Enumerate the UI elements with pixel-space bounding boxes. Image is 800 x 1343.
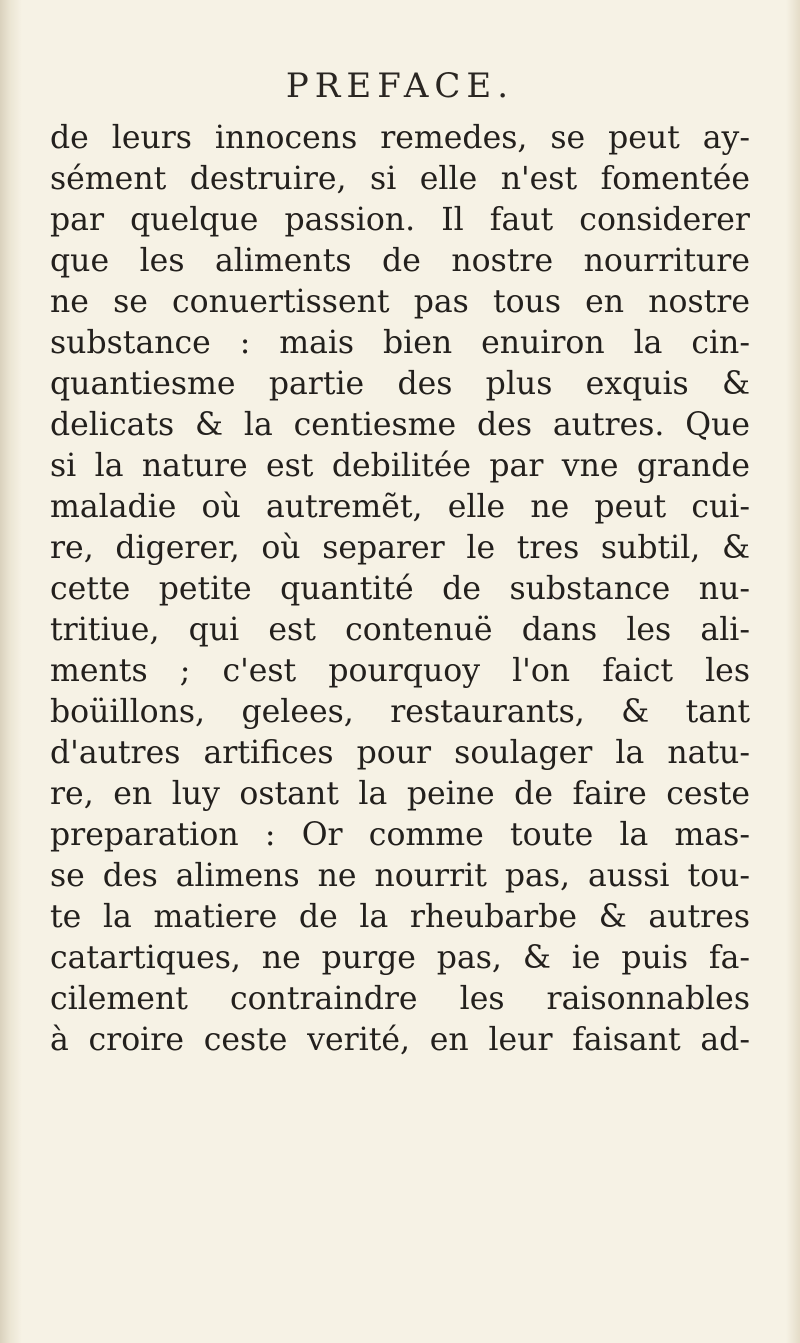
text-line: re, en luy ostant la peine de faire ceste bbox=[50, 776, 750, 812]
text-line: re, digerer, où separer le tres subtil, & bbox=[50, 530, 750, 566]
text-line: se des alimens ne nourrit pas, aussi tou- bbox=[50, 858, 750, 894]
text-line: maladie où autremẽt, elle ne peut cui- bbox=[50, 489, 750, 525]
text-line: par quelque passion. Il faut considerer bbox=[50, 202, 750, 238]
text-line: si la nature est debilitée par vne grande bbox=[50, 448, 750, 484]
text-line: cilement contraindre les raisonnables bbox=[50, 981, 750, 1017]
text-line: de leurs innocens remedes, se peut ay- bbox=[50, 120, 750, 156]
text-line: à croire ceste verité, en leur faisant ad- bbox=[50, 1022, 750, 1058]
text-line: quantiesme partie des plus exquis & bbox=[50, 366, 750, 402]
text-line: preparation : Or comme toute la mas- bbox=[50, 817, 750, 853]
page-gutter-shadow bbox=[0, 0, 22, 1343]
running-head: PREFACE. bbox=[285, 66, 515, 106]
page-edge-shadow bbox=[786, 0, 800, 1343]
text-line: boüillons, gelees, restaurants, & tant bbox=[50, 694, 750, 730]
text-line: tritiue, qui est contenuë dans les ali- bbox=[50, 612, 750, 648]
text-line: que les aliments de nostre nourriture bbox=[50, 243, 750, 279]
text-line: catartiques, ne purge pas, & ie puis fa- bbox=[50, 940, 750, 976]
text-line: ne se conuertissent pas tous en nostre bbox=[50, 284, 750, 320]
body-text bbox=[50, 118, 750, 1061]
text-line: d'autres artifices pour soulager la natu- bbox=[50, 735, 750, 771]
text-line: delicats & la centiesme des autres. Que bbox=[50, 407, 750, 443]
text-line: cette petite quantité de substance nu- bbox=[50, 571, 750, 607]
text-line: ments ; c'est pourquoy l'on faict les bbox=[50, 653, 750, 689]
text-line: substance : mais bien enuiron la cin- bbox=[50, 325, 750, 361]
text-line: te la matiere de la rheubarbe & autres bbox=[50, 899, 750, 935]
text-line: sément destruire, si elle n'est fomentée bbox=[50, 161, 750, 197]
